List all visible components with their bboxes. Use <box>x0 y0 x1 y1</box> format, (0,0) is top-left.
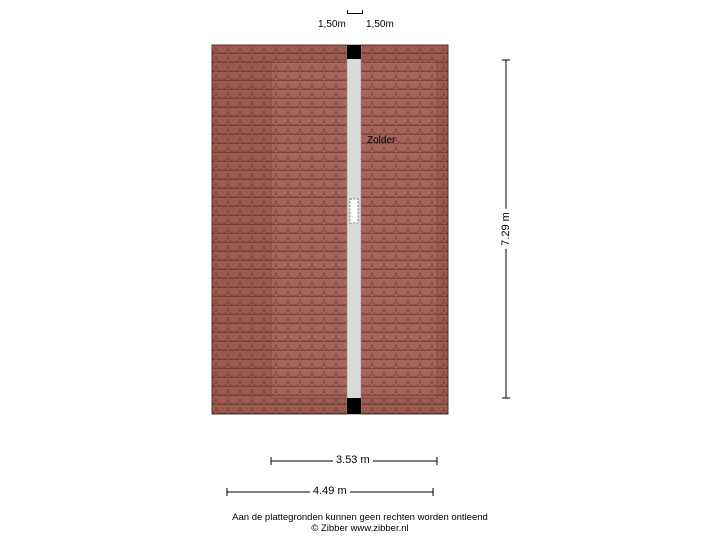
chimney-bottom <box>347 398 361 414</box>
inner-width-dimension-label: 3.53 m <box>333 454 373 466</box>
outer-width-dimension-label: 4.49 m <box>310 485 350 497</box>
chimney-top <box>347 45 361 59</box>
room-label: Zolder <box>367 135 396 146</box>
footer-copyright: © Zibber www.zibber.nl <box>311 523 409 534</box>
top-right-dimension-label: 1,50m <box>366 19 394 30</box>
ridge-strip <box>347 45 361 414</box>
height-dimension-label: 7.29 m <box>500 209 512 249</box>
top-left-dimension-label: 1,50m <box>318 19 346 30</box>
footer-disclaimer: Aan de plattegronden kunnen geen rechten worden ontleend <box>232 512 488 523</box>
roof-hatch <box>350 199 358 223</box>
